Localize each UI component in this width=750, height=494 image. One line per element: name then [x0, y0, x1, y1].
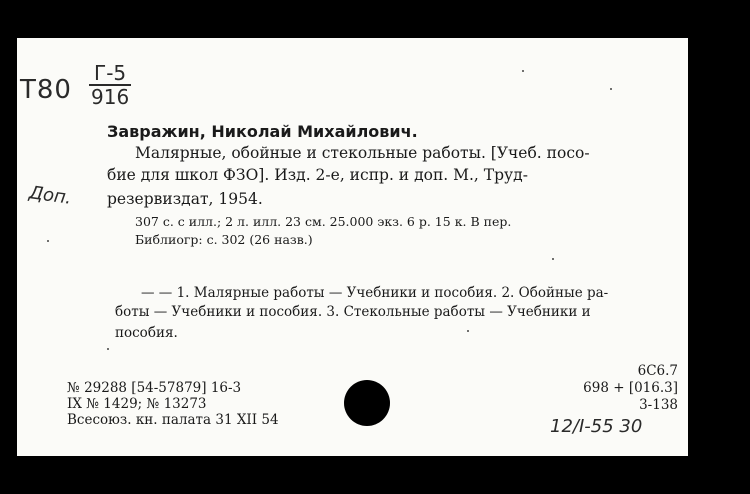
subject-line-3: пособия. [115, 325, 178, 341]
registry-line-1: № 29288 [54-57879] 16-3 [67, 380, 242, 396]
title-line-2: бие для школ ФЗО]. Изд. 2-е, испр. и доп. М., Труд- [107, 166, 528, 184]
catalog-card [17, 38, 688, 456]
shelf-mark [89, 62, 131, 108]
speck [522, 70, 524, 72]
speck [610, 88, 612, 90]
bibliography-note: Библиогр: с. 302 (26 назв.) [135, 232, 313, 247]
speck [107, 348, 109, 350]
speck [467, 330, 469, 332]
class-line-3: 3-138 [639, 397, 678, 413]
subject-line-2: боты — Учебники и пособия. 3. Стекольные работы — Учебники и [115, 304, 591, 320]
speck [47, 240, 49, 242]
author-heading: Завражин, Николай Михайлович. [107, 122, 418, 141]
title-line-1: Малярные, обойные и стекольные работы. [Учеб. посо- [135, 144, 590, 162]
punch-hole [344, 380, 390, 426]
title-line-3: резервиздат, 1954. [107, 190, 263, 208]
speck [552, 258, 554, 260]
registry-line-2: IX № 1429; № 13273 [67, 396, 207, 412]
shelf-code: Т80 [20, 75, 72, 105]
shelf-mark-bottom: 916 [91, 85, 130, 109]
class-line-2: 698 + [016.3] [583, 380, 678, 396]
physical-description: 307 с. с илл.; 2 л. илл. 23 см. 25.000 экз. 6 р. 15 к. В пер. [135, 214, 512, 229]
margin-note: Доп. [27, 182, 73, 209]
handwritten-date: 12/I-55 30 [550, 416, 643, 437]
class-line-1: 6С6.7 [637, 363, 678, 379]
subject-line-1: — — 1. Малярные работы — Учебники и пособия. 2. Обойные ра- [141, 285, 609, 301]
shelf-mark-top: Г-5 [89, 62, 131, 86]
registry-line-3: Всесоюз. кн. палата 31 XII 54 [67, 412, 279, 428]
